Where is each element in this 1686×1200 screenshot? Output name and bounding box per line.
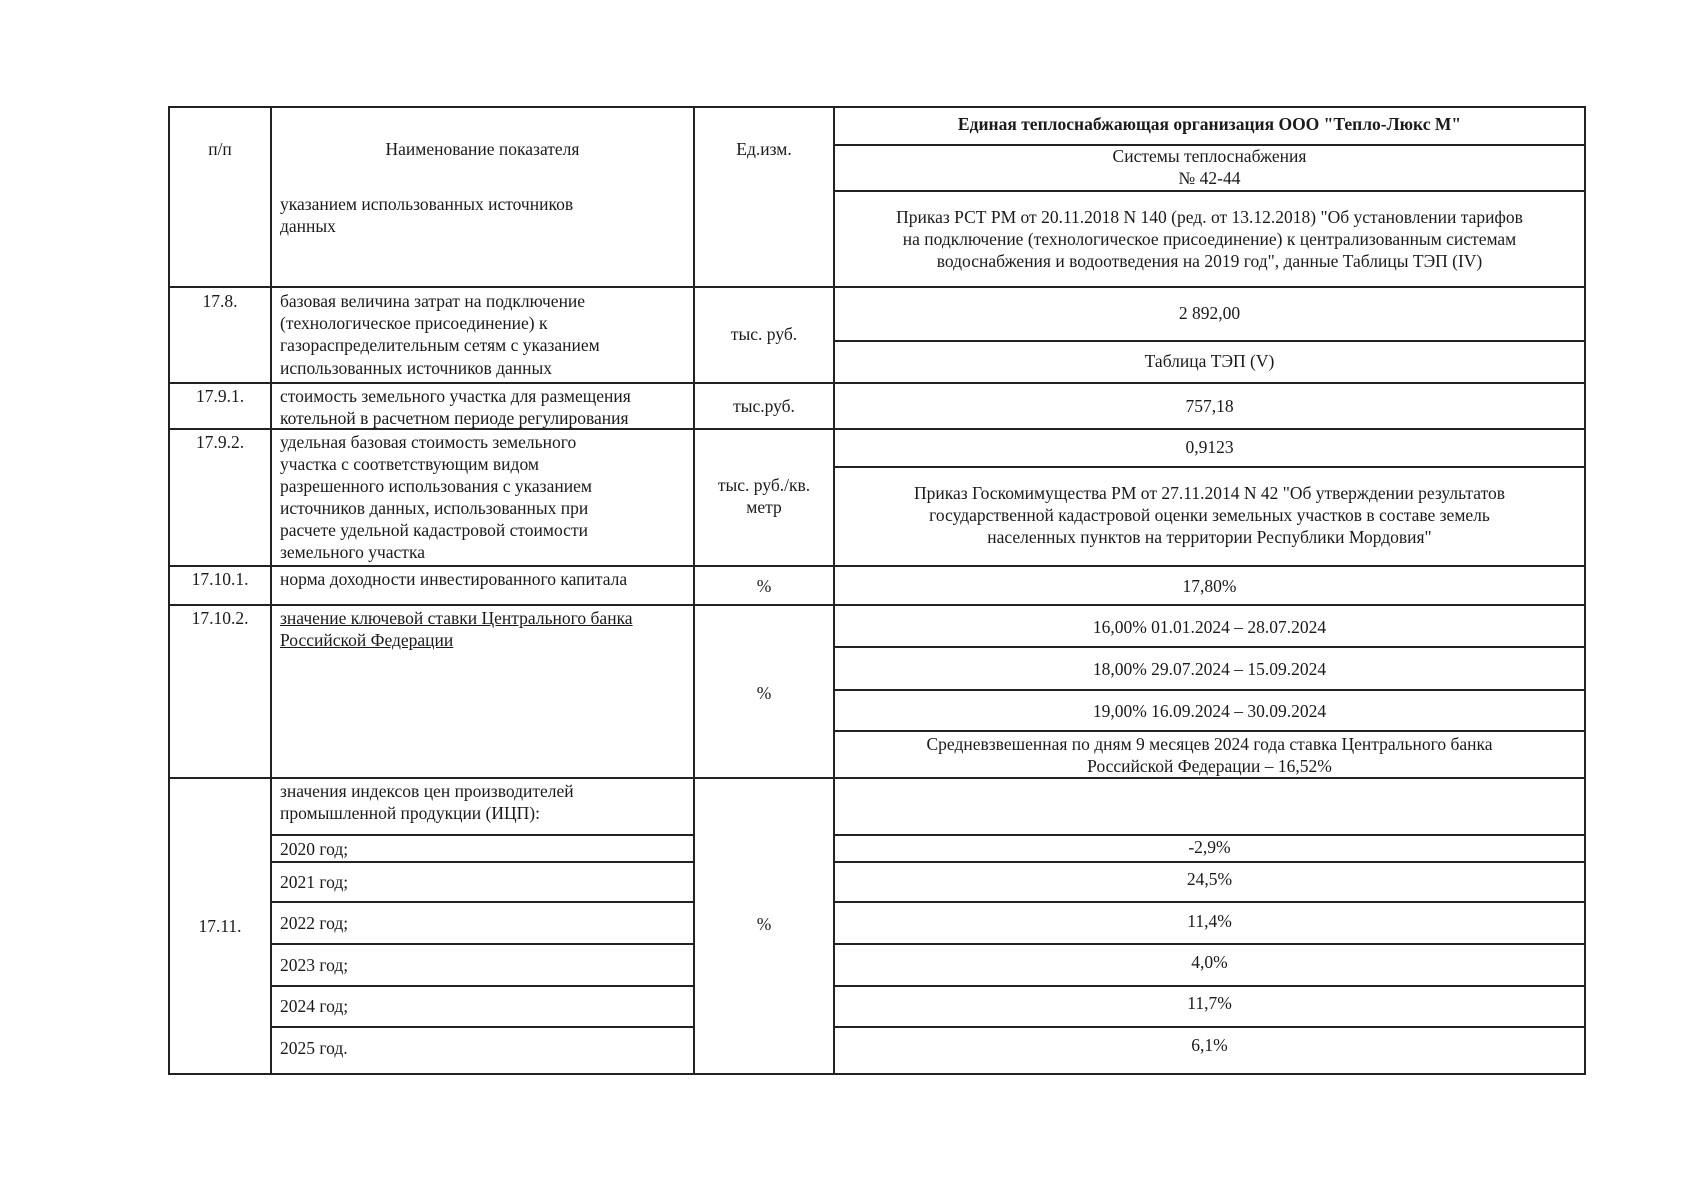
r6-value-2022: 11,4% bbox=[1187, 911, 1232, 931]
r2-name-line1: стоимость земельного участка для размещения bbox=[280, 386, 631, 406]
row-sep-5 bbox=[168, 604, 1586, 606]
r6-sep-name-1 bbox=[270, 834, 695, 836]
r2-value: 757,18 bbox=[1185, 396, 1234, 416]
r5-value-2: 18,00% 29.07.2024 – 15.09.2024 bbox=[1092, 659, 1327, 679]
r6-year-2023: 2023 год; bbox=[280, 955, 349, 975]
r6-name-line1: значения индексов цен производителей bbox=[280, 781, 574, 801]
r6-value-2024: 11,7% bbox=[1187, 993, 1232, 1013]
r6-value-2023: 4,0% bbox=[1191, 952, 1228, 972]
r1-name-line2: (технологическое присоединение) к bbox=[280, 313, 548, 333]
r5-inner-sep-1 bbox=[833, 646, 1586, 648]
r3-value: 0,9123 bbox=[1185, 437, 1234, 457]
r3-name-line3: разрешенного использования с указанием bbox=[280, 476, 592, 496]
r6-sep-name-5 bbox=[270, 985, 695, 987]
r5-value-3: 19,00% 16.09.2024 – 30.09.2024 bbox=[1092, 701, 1327, 721]
r6-sep-name-6 bbox=[270, 1026, 695, 1028]
r6-sep-val-3 bbox=[833, 901, 1586, 903]
r6-year-2022: 2022 год; bbox=[280, 913, 349, 933]
r5-inner-sep-2 bbox=[833, 689, 1586, 691]
r0-value-line2: на подключение (технологическое присоединение) к централизованным системам bbox=[902, 229, 1517, 249]
r6-sep-val-6 bbox=[833, 1026, 1586, 1028]
r0-value-line1: Приказ РСТ РМ от 20.11.2018 N 140 (ред. от 13.12.2018) "Об установлении тарифов bbox=[896, 207, 1523, 227]
r3-source-line3: населенных пунктов на территории Республики Мордовия" bbox=[987, 527, 1432, 547]
r4-value: 17,80% bbox=[1182, 576, 1237, 596]
row-sep-4 bbox=[168, 565, 1586, 567]
r6-name-line2: промышленной продукции (ИЦП): bbox=[280, 803, 540, 823]
r2-unit: тыс.руб. bbox=[733, 396, 795, 416]
r0-name-line2: данных bbox=[280, 216, 336, 236]
r3-unit-line2: метр bbox=[746, 497, 782, 517]
r6-sep-name-2 bbox=[270, 861, 695, 863]
header-org-title: Единая теплоснабжающая организация ООО "Тепло-Люкс М" bbox=[957, 114, 1462, 134]
r1-value: 2 892,00 bbox=[1178, 303, 1241, 323]
r5-value-1: 16,00% 01.01.2024 – 28.07.2024 bbox=[1092, 617, 1327, 637]
r6-sep-val-2 bbox=[833, 861, 1586, 863]
r1-name-line3: газораспределительным сетям с указанием bbox=[280, 335, 600, 355]
r3-name-line5: расчете удельной кадастровой стоимости bbox=[280, 520, 588, 540]
header-col-num: п/п bbox=[208, 139, 232, 159]
r6-value-2020: -2,9% bbox=[1188, 837, 1231, 857]
r1-source: Таблица ТЭП (V) bbox=[1144, 351, 1275, 371]
table-border-top bbox=[168, 106, 1586, 108]
header-col-unit: Ед.изм. bbox=[736, 139, 792, 159]
r6-sep-val-5 bbox=[833, 985, 1586, 987]
table-border-right bbox=[1584, 106, 1586, 1075]
table-border-num bbox=[270, 106, 272, 1075]
table-border-bottom bbox=[168, 1073, 1586, 1075]
r3-name-line6: земельного участка bbox=[280, 542, 425, 562]
header-col-name: Наименование показателя bbox=[385, 139, 580, 159]
r6-sep-name-4 bbox=[270, 943, 695, 945]
r3-unit-line1: тыс. руб./кв. bbox=[717, 475, 811, 495]
r3-source-line1: Приказ Госкомимущества РМ от 27.11.2014 N 42 "Об утверждении результатов bbox=[914, 483, 1505, 503]
r2-name-line2: котельной в расчетном периоде регулирования bbox=[280, 408, 629, 428]
r6-year-2024: 2024 год; bbox=[280, 996, 349, 1016]
r5-name-line2: Российской Федерации bbox=[280, 630, 454, 650]
r5-unit: % bbox=[756, 683, 772, 703]
header-systems-line1: Системы теплоснабжения bbox=[1112, 146, 1307, 166]
r6-year-2025: 2025 год. bbox=[280, 1038, 348, 1058]
r2-num: 17.9.1. bbox=[195, 386, 245, 406]
r1-name-line1: базовая величина затрат на подключение bbox=[280, 291, 586, 311]
r3-name-line4: источников данных, использованных при bbox=[280, 498, 589, 518]
row-sep-6 bbox=[168, 777, 1586, 779]
row-sep-2 bbox=[168, 382, 1586, 384]
r0-value-line3: водоснабжения и водоотведения на 2019 год", данные Таблицы ТЭП (IV) bbox=[936, 251, 1483, 271]
r5-note-line1: Средневзвешенная по дням 9 месяцев 2024 года ставка Центрального банка bbox=[926, 734, 1493, 754]
header-systems-line2: № 42-44 bbox=[1178, 168, 1241, 188]
r3-inner-sep bbox=[833, 466, 1586, 468]
r0-name-line1: указанием использованных источников bbox=[280, 194, 574, 214]
r3-source-line2: государственной кадастровой оценки земельных участков в составе земель bbox=[929, 505, 1490, 525]
r6-year-2020: 2020 год; bbox=[280, 839, 349, 859]
r5-name-line1: значение ключевой ставки Центрального банка bbox=[280, 608, 633, 628]
r3-name-line1: удельная базовая стоимость земельного bbox=[280, 432, 577, 452]
r6-value-2021: 24,5% bbox=[1186, 869, 1233, 889]
r1-inner-sep bbox=[833, 340, 1586, 342]
row-sep-1 bbox=[168, 286, 1586, 288]
r5-inner-sep-3 bbox=[833, 730, 1586, 732]
r5-note-line2: Российской Федерации – 16,52% bbox=[1087, 756, 1332, 776]
r1-num: 17.8. bbox=[202, 291, 238, 311]
r3-name-line2: участка с соответствующим видом bbox=[280, 454, 539, 474]
r6-year-2021: 2021 год; bbox=[280, 872, 349, 892]
r5-num: 17.10.2. bbox=[191, 608, 249, 628]
r3-num: 17.9.2. bbox=[195, 432, 245, 452]
r1-unit: тыс. руб. bbox=[730, 324, 798, 344]
r6-sep-name-3 bbox=[270, 901, 695, 903]
r6-unit: % bbox=[756, 914, 772, 934]
r4-name: норма доходности инвестированного капитала bbox=[280, 569, 628, 589]
r6-value-2025: 6,1% bbox=[1191, 1035, 1228, 1055]
header-divider-2 bbox=[833, 190, 1586, 192]
r4-num: 17.10.1. bbox=[191, 569, 249, 589]
r1-name-line4: использованных источников данных bbox=[280, 358, 552, 378]
r4-unit: % bbox=[756, 576, 772, 596]
r6-sep-val-4 bbox=[833, 943, 1586, 945]
r6-num: 17.11. bbox=[198, 916, 242, 936]
